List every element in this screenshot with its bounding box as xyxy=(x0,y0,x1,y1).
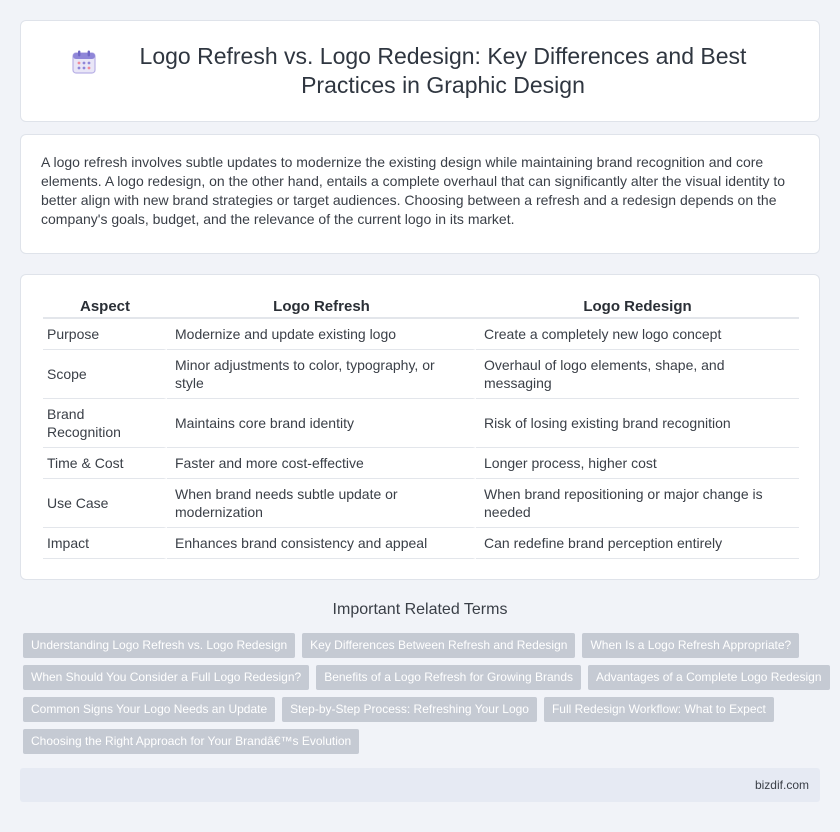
header-card xyxy=(20,20,820,122)
comparison-table xyxy=(43,295,799,559)
cell-aspect: Time & Cost xyxy=(43,448,167,479)
cell-aspect: Use Case xyxy=(43,479,167,528)
related-term-tag[interactable]: Understanding Logo Refresh vs. Logo Redesign xyxy=(23,633,295,658)
related-term-tag[interactable]: Advantages of a Complete Logo Redesign xyxy=(588,665,830,690)
cell-redesign: Longer process, higher cost xyxy=(476,448,799,479)
table-row xyxy=(43,448,799,479)
footer-site-link[interactable]: bizdif.com xyxy=(754,778,809,792)
related-term-tag[interactable]: Benefits of a Logo Refresh for Growing Brands xyxy=(316,665,581,690)
related-term-tag[interactable]: Choosing the Right Approach for Your Brandâ€™s Evolution xyxy=(23,729,359,754)
cell-refresh: Minor adjustments to color, typography, or style xyxy=(167,350,476,399)
cell-refresh: Maintains core brand identity xyxy=(167,399,476,448)
cell-redesign: When brand repositioning or major change is needed xyxy=(476,479,799,528)
table-row xyxy=(43,350,799,399)
footer xyxy=(20,768,820,802)
related-term-tag[interactable]: When Should You Consider a Full Logo Redesign? xyxy=(23,665,309,690)
cell-aspect: Brand Recognition xyxy=(43,399,167,448)
cell-refresh: Faster and more cost-effective xyxy=(167,448,476,479)
header-logo-redesign: Logo Redesign xyxy=(476,295,799,319)
related-term-tag[interactable]: When Is a Logo Refresh Appropriate? xyxy=(582,633,799,658)
related-term-tag[interactable]: Key Differences Between Refresh and Redesign xyxy=(302,633,575,658)
tag-row xyxy=(23,665,823,690)
related-term-tag[interactable]: Common Signs Your Logo Needs an Update xyxy=(23,697,275,722)
intro-text: A logo refresh involves subtle updates to modernize the existing design while maintaining brand recognition and core elements. A logo redesign, on the other hand, entails a complete overhaul that can significantly alter the visual identity to better align with new brand strategies or target audiences. Choosing between a refresh and a redesign depends on the company's goals, budget, and the relevance of the current logo in its market. xyxy=(41,154,786,227)
cell-refresh: When brand needs subtle update or modernization xyxy=(167,479,476,528)
title-wrap xyxy=(70,42,770,100)
tag-row xyxy=(23,729,823,754)
tag-row xyxy=(23,697,823,722)
cell-redesign: Overhaul of logo elements, shape, and messaging xyxy=(476,350,799,399)
header-logo-refresh: Logo Refresh xyxy=(167,295,476,319)
table-row xyxy=(43,528,799,559)
related-terms-tags xyxy=(23,633,823,761)
related-term-tag[interactable]: Step-by-Step Process: Refreshing Your Logo xyxy=(282,697,537,722)
cell-aspect: Impact xyxy=(43,528,167,559)
table-row xyxy=(43,399,799,448)
cell-redesign: Create a completely new logo concept xyxy=(476,319,799,350)
cell-aspect: Scope xyxy=(43,350,167,399)
tag-row xyxy=(23,633,823,658)
intro-card xyxy=(20,134,820,254)
cell-aspect: Purpose xyxy=(43,319,167,350)
table-header-row xyxy=(43,295,799,319)
calendar-icon xyxy=(70,48,98,76)
cell-redesign: Can redefine brand perception entirely xyxy=(476,528,799,559)
cell-redesign: Risk of losing existing brand recognition xyxy=(476,399,799,448)
cell-refresh: Modernize and update existing logo xyxy=(167,319,476,350)
comparison-table-card xyxy=(20,274,820,580)
header-aspect: Aspect xyxy=(43,295,167,319)
table-row xyxy=(43,479,799,528)
related-terms-title: Important Related Terms xyxy=(332,601,508,618)
related-term-tag[interactable]: Full Redesign Workflow: What to Expect xyxy=(544,697,774,722)
page-title: Logo Refresh vs. Logo Redesign: Key Differences and Best Practices in Graphic Design xyxy=(139,43,747,98)
table-row xyxy=(43,319,799,350)
cell-refresh: Enhances brand consistency and appeal xyxy=(167,528,476,559)
